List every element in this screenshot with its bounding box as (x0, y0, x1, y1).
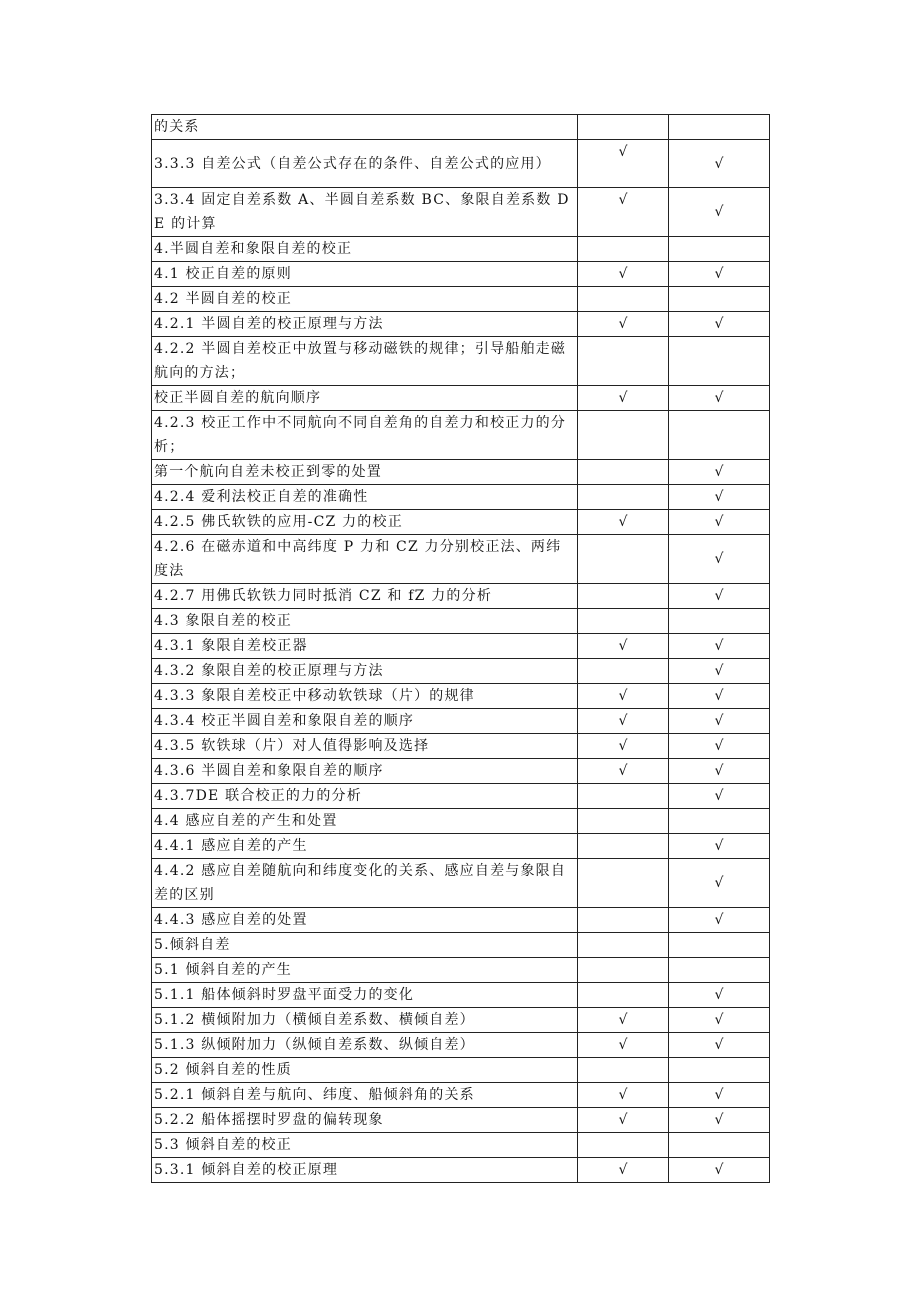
table-row (152, 411, 770, 460)
table-row (152, 659, 770, 684)
check-cell-col2: √ (669, 140, 770, 188)
check-cell-col2 (669, 287, 770, 312)
check-cell-col2: √ (669, 759, 770, 784)
table-row (152, 759, 770, 784)
topic-cell: 4.4.2 感应自差随航向和纬度变化的关系、感应自差与象限自差的区别 (152, 859, 578, 908)
check-cell-col2: √ (669, 908, 770, 933)
check-cell-col1 (578, 1133, 669, 1158)
check-cell-col1 (578, 287, 669, 312)
table-row (152, 1083, 770, 1108)
topic-cell: 4.3.5 软铁球（片）对人值得影响及选择 (152, 734, 578, 759)
check-cell-col1 (578, 933, 669, 958)
table-row (152, 188, 770, 237)
topic-cell: 4.2.6 在磁赤道和中高纬度 P 力和 CZ 力分别校正法、两纬度法 (152, 535, 578, 584)
check-cell-col2: √ (669, 1033, 770, 1058)
check-cell-col1: √ (578, 140, 669, 188)
topic-cell: 4.3.2 象限自差的校正原理与方法 (152, 659, 578, 684)
check-cell-col1 (578, 609, 669, 634)
table-row (152, 1008, 770, 1033)
check-cell-col2 (669, 1058, 770, 1083)
check-cell-col2: √ (669, 1108, 770, 1133)
topic-cell: 第一个航向自差未校正到零的处置 (152, 460, 578, 485)
check-cell-col2: √ (669, 535, 770, 584)
topic-cell: 校正半圆自差的航向顺序 (152, 386, 578, 411)
table-row (152, 634, 770, 659)
check-cell-col2: √ (669, 659, 770, 684)
check-cell-col1: √ (578, 709, 669, 734)
topic-cell: 4.3 象限自差的校正 (152, 609, 578, 634)
check-cell-col2: √ (669, 634, 770, 659)
table-row (152, 1058, 770, 1083)
topic-cell: 5.1.3 纵倾附加力（纵倾自差系数、纵倾自差） (152, 1033, 578, 1058)
check-cell-col1 (578, 809, 669, 834)
check-cell-col2 (669, 933, 770, 958)
table-row (152, 460, 770, 485)
check-cell-col1: √ (578, 634, 669, 659)
check-cell-col1: √ (578, 1108, 669, 1133)
check-cell-col1 (578, 237, 669, 262)
table-row (152, 510, 770, 535)
check-cell-col1: √ (578, 188, 669, 237)
table-row (152, 485, 770, 510)
check-cell-col1: √ (578, 734, 669, 759)
topic-cell: 4.2.4 爱利法校正自差的准确性 (152, 485, 578, 510)
check-cell-col1: √ (578, 510, 669, 535)
check-cell-col1 (578, 834, 669, 859)
check-cell-col1 (578, 485, 669, 510)
table-row (152, 859, 770, 908)
topic-cell: 4.2.7 用佛氏软铁力同时抵消 CZ 和 fZ 力的分析 (152, 584, 578, 609)
check-cell-col2: √ (669, 709, 770, 734)
check-cell-col1: √ (578, 1083, 669, 1108)
topic-cell: 4.半圆自差和象限自差的校正 (152, 237, 578, 262)
check-cell-col2 (669, 809, 770, 834)
table-row (152, 933, 770, 958)
table-row (152, 1133, 770, 1158)
check-cell-col2: √ (669, 485, 770, 510)
topic-cell: 4.3.3 象限自差校正中移动软铁球（片）的规律 (152, 684, 578, 709)
table-row (152, 609, 770, 634)
check-cell-col1: √ (578, 386, 669, 411)
syllabus-table-body (152, 115, 770, 1183)
check-cell-col2: √ (669, 584, 770, 609)
table-row (152, 1108, 770, 1133)
check-cell-col2: √ (669, 510, 770, 535)
topic-cell: 5.2 倾斜自差的性质 (152, 1058, 578, 1083)
topic-cell: 5.1.1 船体倾斜时罗盘平面受力的变化 (152, 983, 578, 1008)
table-row (152, 386, 770, 411)
table-row (152, 908, 770, 933)
check-cell-col2: √ (669, 834, 770, 859)
table-row (152, 734, 770, 759)
check-cell-col1 (578, 1058, 669, 1083)
table-row (152, 1158, 770, 1183)
check-cell-col2 (669, 609, 770, 634)
check-cell-col2: √ (669, 460, 770, 485)
table-row (152, 115, 770, 140)
topic-cell: 5.2.2 船体摇摆时罗盘的偏转现象 (152, 1108, 578, 1133)
table-row (152, 983, 770, 1008)
check-cell-col1 (578, 859, 669, 908)
topic-cell: 3.3.4 固定自差系数 A、半圆自差系数 BC、象限自差系数 DE 的计算 (152, 188, 578, 237)
check-cell-col2: √ (669, 1008, 770, 1033)
topic-cell: 4.3.1 象限自差校正器 (152, 634, 578, 659)
check-cell-col2: √ (669, 859, 770, 908)
check-cell-col1: √ (578, 312, 669, 337)
topic-cell: 的关系 (152, 115, 578, 140)
check-cell-col1 (578, 115, 669, 140)
check-cell-col2: √ (669, 1158, 770, 1183)
table-row (152, 287, 770, 312)
topic-cell: 4.3.7DE 联合校正的力的分析 (152, 784, 578, 809)
check-cell-col1 (578, 411, 669, 460)
check-cell-col1: √ (578, 1008, 669, 1033)
table-row (152, 684, 770, 709)
check-cell-col1 (578, 337, 669, 386)
table-row (152, 337, 770, 386)
check-cell-col2: √ (669, 784, 770, 809)
check-cell-col1: √ (578, 684, 669, 709)
check-cell-col1 (578, 958, 669, 983)
check-cell-col1 (578, 659, 669, 684)
table-row (152, 312, 770, 337)
check-cell-col1 (578, 983, 669, 1008)
check-cell-col1 (578, 784, 669, 809)
check-cell-col1: √ (578, 1033, 669, 1058)
topic-cell: 4.2.3 校正工作中不同航向不同自差角的自差力和校正力的分析； (152, 411, 578, 460)
topic-cell: 4.3.6 半圆自差和象限自差的顺序 (152, 759, 578, 784)
table-row (152, 784, 770, 809)
check-cell-col2: √ (669, 1083, 770, 1108)
check-cell-col2: √ (669, 262, 770, 287)
check-cell-col2 (669, 115, 770, 140)
table-row (152, 1033, 770, 1058)
topic-cell: 5.1 倾斜自差的产生 (152, 958, 578, 983)
topic-cell: 4.2 半圆自差的校正 (152, 287, 578, 312)
topic-cell: 4.4.1 感应自差的产生 (152, 834, 578, 859)
topic-cell: 5.2.1 倾斜自差与航向、纬度、船倾斜角的关系 (152, 1083, 578, 1108)
topic-cell: 5.倾斜自差 (152, 933, 578, 958)
table-row (152, 262, 770, 287)
check-cell-col2 (669, 1133, 770, 1158)
topic-cell: 4.2.1 半圆自差的校正原理与方法 (152, 312, 578, 337)
topic-cell: 3.3.3 自差公式（自差公式存在的条件、自差公式的应用） (152, 140, 578, 188)
check-cell-col2: √ (669, 734, 770, 759)
table-row (152, 237, 770, 262)
check-cell-col2 (669, 237, 770, 262)
check-cell-col1: √ (578, 262, 669, 287)
check-cell-col2: √ (669, 188, 770, 237)
topic-cell: 4.1 校正自差的原则 (152, 262, 578, 287)
topic-cell: 4.2.2 半圆自差校正中放置与移动磁铁的规律；引导船舶走磁航向的方法； (152, 337, 578, 386)
check-cell-col2 (669, 337, 770, 386)
topic-cell: 5.3 倾斜自差的校正 (152, 1133, 578, 1158)
check-cell-col1: √ (578, 759, 669, 784)
check-cell-col2: √ (669, 684, 770, 709)
table-row (152, 535, 770, 584)
topic-cell: 4.4 感应自差的产生和处置 (152, 809, 578, 834)
check-cell-col2: √ (669, 312, 770, 337)
check-cell-col2 (669, 411, 770, 460)
table-row (152, 709, 770, 734)
topic-cell: 4.4.3 感应自差的处置 (152, 908, 578, 933)
topic-cell: 5.1.2 横倾附加力（横倾自差系数、横倾自差） (152, 1008, 578, 1033)
check-cell-col1: √ (578, 1158, 669, 1183)
table-row (152, 958, 770, 983)
check-cell-col1 (578, 535, 669, 584)
check-cell-col2: √ (669, 983, 770, 1008)
syllabus-table (151, 114, 770, 1183)
topic-cell: 4.2.5 佛氏软铁的应用-CZ 力的校正 (152, 510, 578, 535)
table-row (152, 584, 770, 609)
check-cell-col1 (578, 908, 669, 933)
check-cell-col1 (578, 584, 669, 609)
topic-cell: 4.3.4 校正半圆自差和象限自差的顺序 (152, 709, 578, 734)
check-cell-col2: √ (669, 386, 770, 411)
check-cell-col2 (669, 958, 770, 983)
table-row (152, 809, 770, 834)
topic-cell: 5.3.1 倾斜自差的校正原理 (152, 1158, 578, 1183)
check-cell-col1 (578, 460, 669, 485)
table-row (152, 834, 770, 859)
table-row (152, 140, 770, 188)
